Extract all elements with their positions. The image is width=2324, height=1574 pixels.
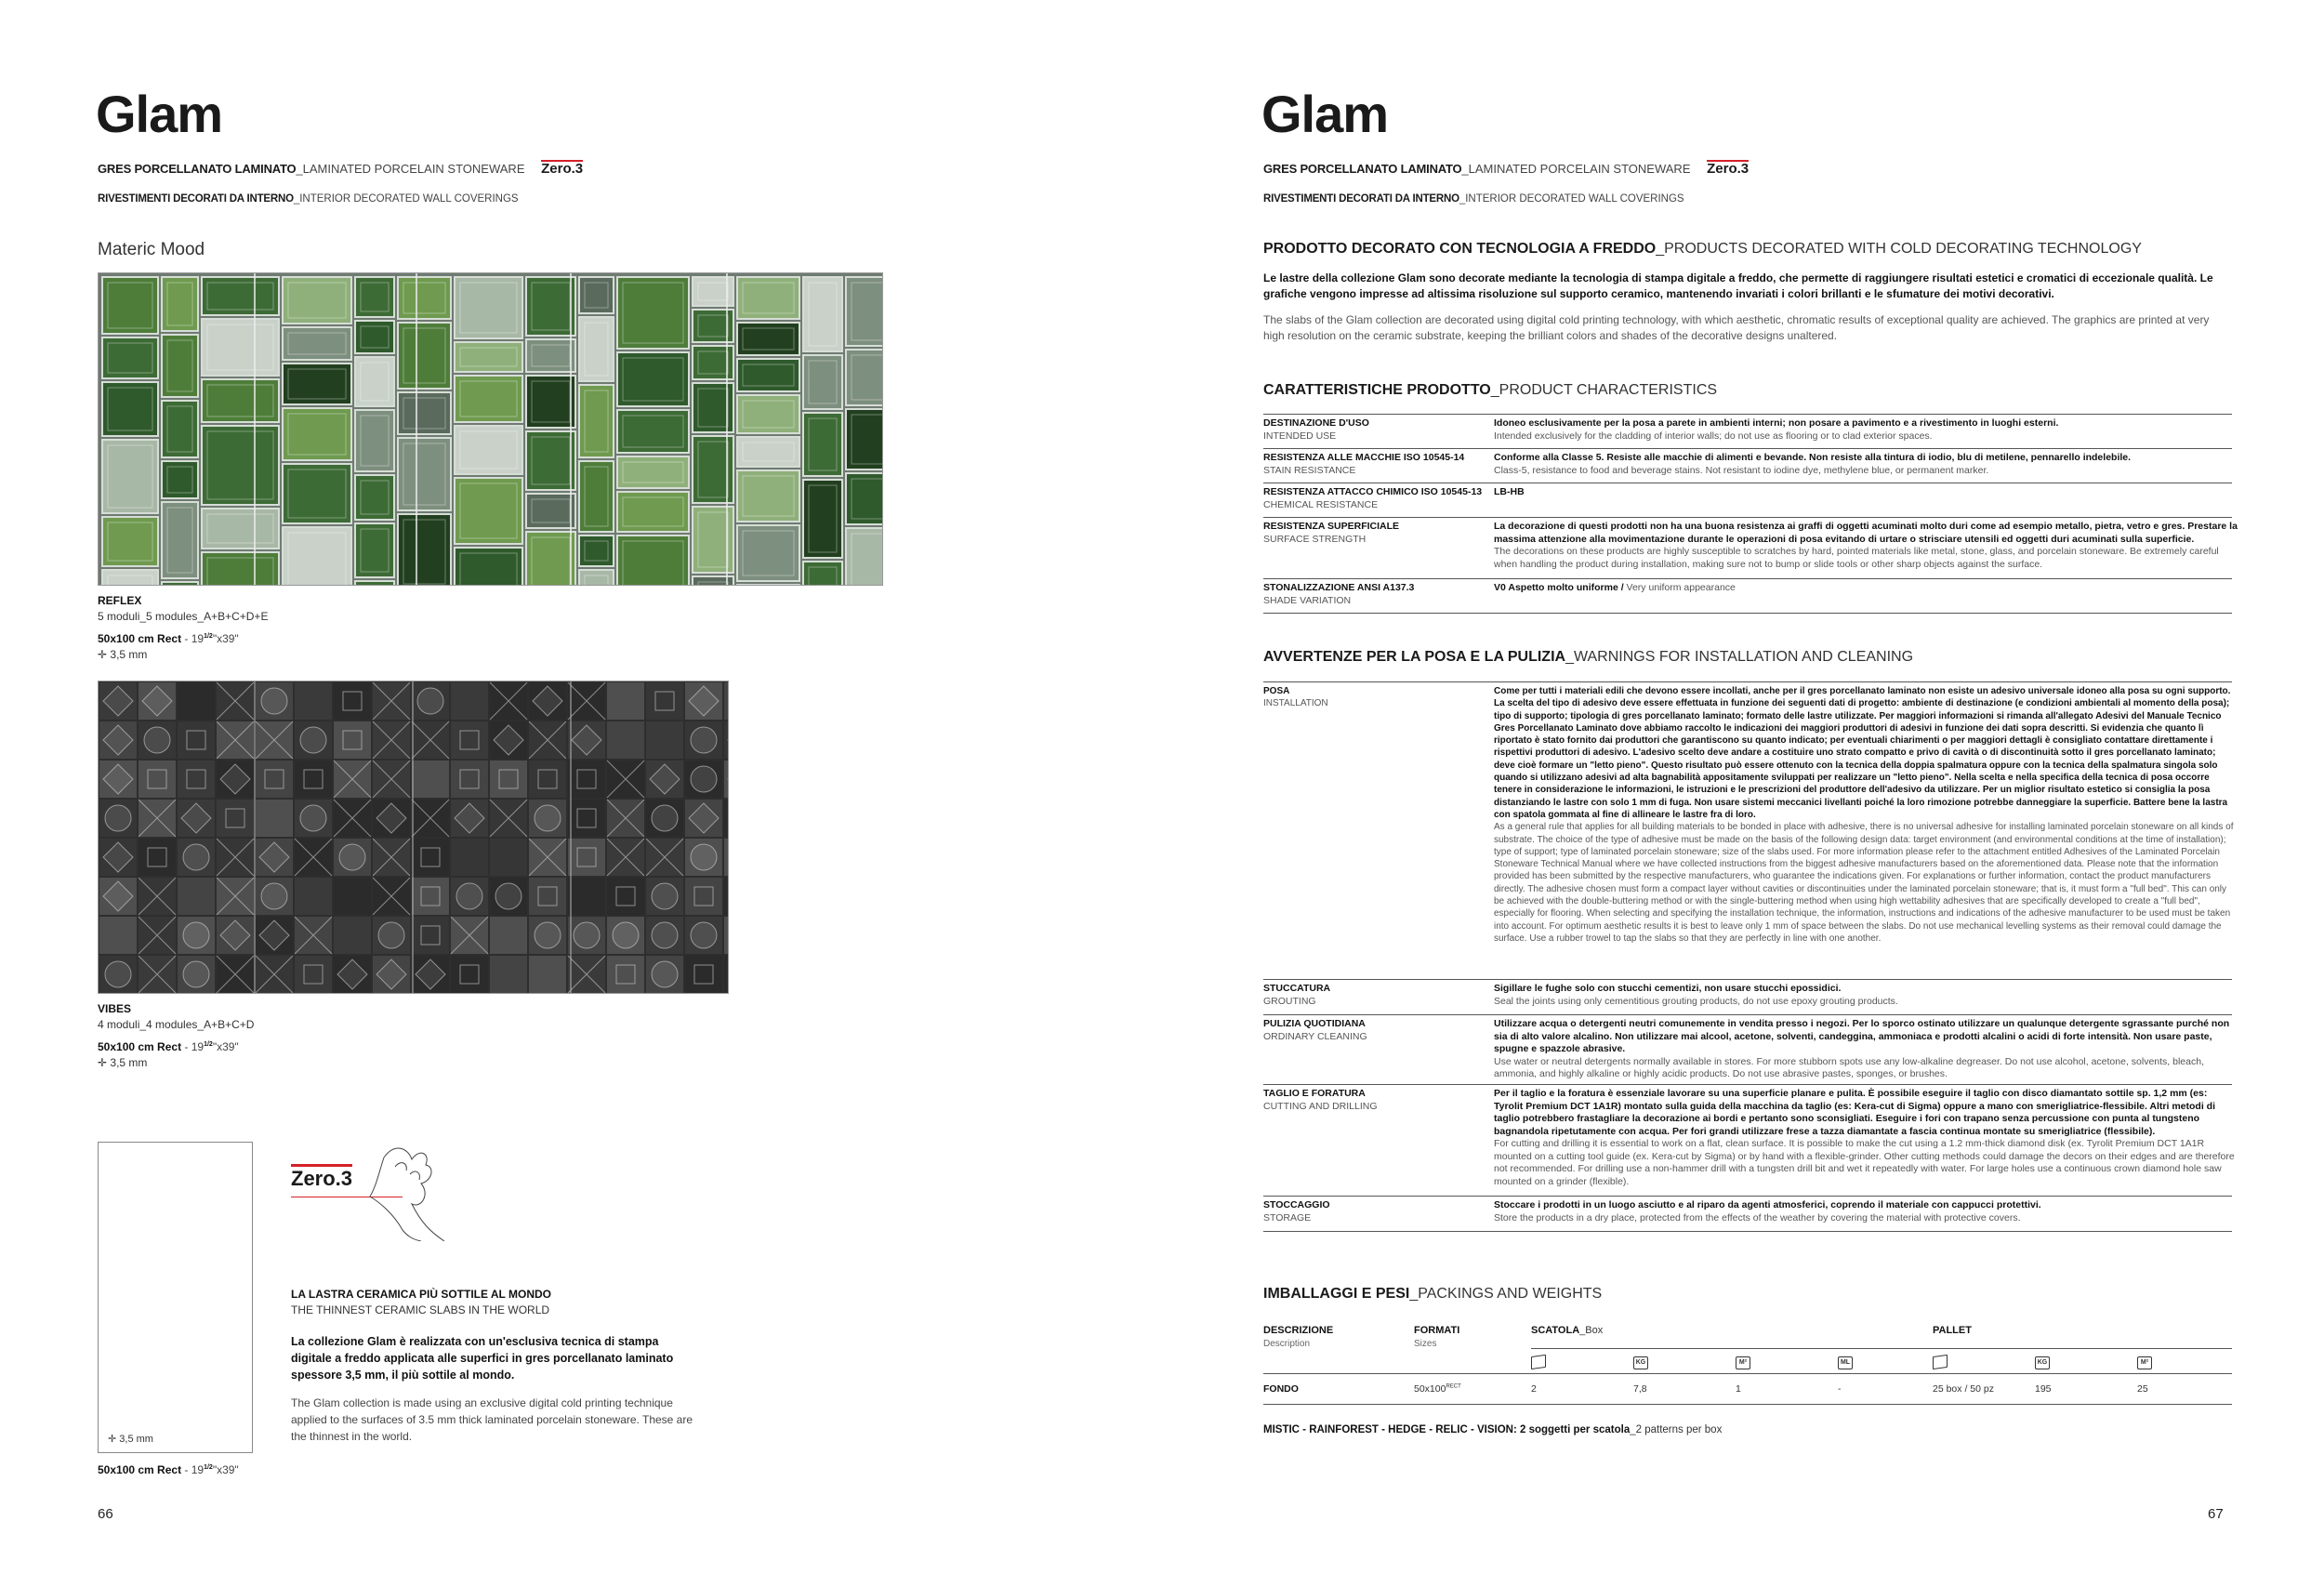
- col-description-en: Description: [1263, 1339, 1311, 1349]
- vibes-tile: [685, 682, 722, 720]
- packing-cell: $50x100^{RECT}$: [1414, 1383, 1461, 1395]
- vibes-tile: [685, 761, 722, 798]
- vibes-tile: [490, 878, 527, 915]
- glass-block: [737, 525, 799, 581]
- characteristics-row: [1263, 517, 2238, 579]
- glass-block: [102, 277, 158, 334]
- patterns-note: MISTIC - RAINFOREST - HEDGE - RELIC - VISION: 2 soggetti per scatola_2 patterns per box: [1263, 1424, 1723, 1435]
- vibes-tile: [646, 839, 683, 876]
- header-rule: [1531, 1348, 2232, 1349]
- vibes-tile: [373, 839, 410, 876]
- section-warnings: AVVERTENZE PER LA POSA E LA PULIZIA_WARNINGS FOR INSTALLATION AND CLEANING: [1263, 649, 1914, 665]
- vibes-tile: [373, 761, 410, 798]
- hand-icon: [291, 1139, 458, 1241]
- row-label: DESTINAZIONE D'USO INTENDED USE: [1263, 417, 1369, 442]
- vibes-tile: [139, 761, 176, 798]
- vibes-tile: [568, 800, 605, 837]
- cold-tech-en: The slabs of the Glam collection are decorated using digital cold printing technology, with which aesthetic, chromatic results of exceptional quality are achieved. The graphics are printed at very high resolution on the ceramic substrate, keeping the brilliant colors and shades of the decorative designs unaltered.: [1263, 313, 2210, 342]
- warnings-row: [1263, 979, 2232, 1015]
- vibes-tile: [373, 956, 410, 993]
- row-value: La decorazione di questi prodotti non ha una buona resistenza ai graffi di oggetti acuminati molto duri come ad esempio metallo, pietra, vetro e gres. Prestare la massima attenzione alla movimentazione durante le operazioni di posa evitando di urtare o strisciare utensili ed oggetti duri acuminati sulla superficie. The decorations on these products are highly susceptible to scratches by hard, pointed materials like metal, stone, glass, and porcelain stoneware. Be extremely careful when handling the product during installation, making sure not to bump or slide tools or other sharp objects against the surface.: [1494, 521, 2238, 570]
- table-end-rule: [1263, 1231, 2232, 1232]
- characteristics-row: [1263, 483, 2232, 518]
- vibes-tile: [178, 800, 215, 837]
- col-pallet: PALLET: [1933, 1325, 1972, 1336]
- vibes-tile: [412, 839, 449, 876]
- reflex-name: REFLEX: [98, 594, 142, 607]
- glass-block: [283, 364, 351, 404]
- vibes-tile: [139, 839, 176, 876]
- vibes-tile: [568, 956, 605, 993]
- row-label: STOCCAGGIO STORAGE: [1263, 1199, 1330, 1223]
- glass-block: [398, 323, 451, 389]
- reflex-caption: [98, 593, 268, 663]
- vibes-tile: [178, 839, 215, 876]
- row-value: Stoccare i prodotti in un luogo asciutto e al riparo da agenti atmosferici, coprendo il materiale con cappucci protettivi. Store the products in a dry place, protected from the effects of the weather by covering the material with protective covers.: [1494, 1199, 2041, 1223]
- vibes-tile: [451, 917, 488, 954]
- vibes-tile: [412, 721, 449, 759]
- promo-text-it: La collezione Glam è realizzata con un'esclusiva tecnica di stampa digitale a freddo applicata alle superfici in gres porcellanato laminato spessore 3,5 mm, il più sottile al mondo.: [291, 1335, 674, 1382]
- vibes-tile: [178, 721, 215, 759]
- thickness-icon: ✛: [108, 1434, 120, 1445]
- vibes-tile: [646, 917, 683, 954]
- vibes-tile: [724, 878, 728, 915]
- vibes-tile: [334, 956, 371, 993]
- vibes-tile: [99, 721, 137, 759]
- section-cold-tech: PRODOTTO DECORATO CON TECNOLOGIA A FREDDO_PRODUCTS DECORATED WITH COLD DECORATING TECHNOLOGY: [1263, 241, 2142, 257]
- table-end-rule: [1263, 613, 2232, 614]
- vibes-tile: [568, 761, 605, 798]
- vibes-tile: [412, 682, 449, 720]
- glass-block: [526, 431, 575, 490]
- vibes-tile: [295, 800, 332, 837]
- characteristics-table: [1263, 414, 2238, 614]
- vibes-tile: [529, 682, 566, 720]
- glass-block: [617, 410, 689, 453]
- glass-block: [283, 527, 351, 585]
- vibes-tile: [295, 721, 332, 759]
- packing-cell: 25: [2137, 1383, 2148, 1395]
- glass-block: [526, 339, 575, 372]
- vibes-tile: [217, 721, 254, 759]
- vibes-tile: [724, 956, 728, 993]
- reflex-image: [98, 272, 883, 586]
- packing-cell: 7,8: [1633, 1383, 1647, 1395]
- vibes-tile: [99, 917, 137, 954]
- vibes-tile: [568, 917, 605, 954]
- slab-outline: [98, 1142, 253, 1453]
- zero3-logo: Zero.3: [1707, 161, 1750, 177]
- row-value: Sigillare le fughe solo con stucchi cementizi, non usare stucchi epossidici. Seal the joints using only cementitious grouting products, do not use epoxy grouting products.: [1494, 983, 1898, 1007]
- vibes-caption: [98, 1001, 254, 1071]
- vibes-tile: [334, 839, 371, 876]
- vibes-image: [98, 681, 729, 994]
- vibes-tile: [295, 956, 332, 993]
- category-it: RIVESTIMENTI DECORATI DA INTERNO: [1263, 193, 1459, 205]
- vibes-tile: [529, 917, 566, 954]
- vibes-tile: [256, 721, 293, 759]
- reflex-size: 50x100 cm Rect - $19^{1/2}"x39$": [98, 632, 239, 645]
- glass-block: [737, 323, 799, 355]
- vibes-tile: [295, 878, 332, 915]
- vibes-tile: [217, 839, 254, 876]
- row-value: V0 Aspetto molto uniforme / Very uniform appearance: [1494, 582, 1736, 593]
- packing-cell: FONDO: [1263, 1383, 1299, 1395]
- section-characteristics: CARATTERISTICHE PRODOTTO_PRODUCT CHARACTERISTICS: [1263, 382, 1718, 398]
- category-it: RIVESTIMENTI DECORATI DA INTERNO: [98, 193, 294, 205]
- glass-block: [737, 470, 799, 522]
- thickness-icon: ✛: [98, 1056, 111, 1069]
- vibes-tile: [607, 682, 644, 720]
- row-value: Come per tutti i materiali edili che devono essere incollati, anche per il gres porcellanato laminato non esiste un adesivo universale idoneo alla posa su ogni supporto. La scelta del tipo di adesivo deve essere effettuata in funzione dei seguenti dati di progetto: ambiente di destinazione (e condizioni ambientali al momento della posa); tipo di supporto; tipologia di gres porcellanato laminato; formato delle lastre utilizzate. Per maggiori informazioni si rimanda all'allegato Adesivi del Manuale Tecnico Gres Porcellanato Laminato dove abbiamo raccolto le indicazioni dei maggiori produttori di adesivi in funzione dei dati sopra descritti. Si evidenzia che quanto lì riportato è stato fornito dai produttori che garantiscono su quanto indicato; per eventuali chiarimenti o per maggiori dettagli è consigliato contattare direttamente i rispettivi produttori di adesivo. L'adesivo scelto deve andare a costituire uno strato compatto e privo di cavità o di discontinuità sotto il gres porcellanato laminato; deve cioè formare un "letto pieno". Questo risultato può essere ottenuto con la tecnica della doppia spalmatura oppure con la tecnica della spalmatura singola solo quando si utilizzano adesivi ad alta bagnabilità appositamente sviluppati per realizzare un "letto pieno". Nella scelta e nella specifica della tecnica di posa occorre tenere in considerazione le informazioni, le istruzioni e le prescrizioni del produttore dell'adesivo da utilizzare. Per un miglior risultato estetico si consiglia la posa distanziando le lastre con solo 1 mm di fuga. Non usare sistemi meccanici livellanti poiché la loro rimozione potrebbe danneggiare la superficie. Battere bene la lastra con spatola gommata al fine di allineare le lastre fra di loro. As a general rule that applies for all building materials to be bonded in place with adhesive, there is no universal adhesive for installing laminated porcelain stoneware on all kinds of substrate. The choice of the type of adhesive must be made on the basis of the following design data: target environment (and environmental conditions at the time of installation); type of support; type of laminated porcelain stoneware; size of the slabs used. For more information please refer to the attachment entitled Adhesives of the Laminated Porcelain Stoneware Technical Manual where we have collected instructions from the biggest adhesive manufacturers based on the aforementioned data. Please note that the information provided has been submitted by the respective manufacturers, who guarantee the indications given. For explanations or further information, contact the product manufacturers directly. The adhesive chosen must form a compact layer without cavities or discontinuities under the laminated porcelain stoneware; that is, it must form a "full bed". This can only be achieved with the double-buttering method or with the single-buttering method when using high wettability adhesives that are specifically developed to create a "full bed", especially for flooring. When selecting and specifying the installation technique, the information, instructions and indications of the adhesive manufacturer to be used must be taken into account. For optimum aesthetic results it is best to leave only 1 mm of space between the slabs. Do not use mechanical levelling systems as their removal could damage the surface. Use a rubber trowel to tap the slabs so that they are perfectly in line with one another.: [1494, 686, 2234, 944]
- glass-block: [737, 277, 799, 319]
- page-title: Glam: [96, 85, 223, 143]
- vibes-tile: [451, 839, 488, 876]
- vibes-tile: [99, 956, 137, 993]
- glass-block: [202, 552, 279, 585]
- vibes-tile: [412, 878, 449, 915]
- glass-block: [102, 382, 158, 436]
- glass-block: [737, 437, 799, 467]
- warnings-row: [1263, 681, 2232, 980]
- vibes-tile: [607, 721, 644, 759]
- vibes-tile: [178, 878, 215, 915]
- row-value: Conforme alla Classe 5. Resiste alle macchie di alimenti e bevande. Non resiste alla tintura di iodio, blu di metilene, pennarello indelebile. Class-5, resistance to food and beverage stains. Not resistant to iodine dye, methylene blue, or permanent marker.: [1494, 452, 2132, 476]
- vibes-tile: [568, 839, 605, 876]
- warnings-row: [1263, 1084, 2235, 1197]
- vibes-tile: [568, 721, 605, 759]
- vibes-tile: [295, 839, 332, 876]
- vibes-tile: [490, 917, 527, 954]
- vibes-tile: [529, 800, 566, 837]
- reflex-pattern: [99, 273, 882, 585]
- vibes-tile: [724, 917, 728, 954]
- glass-block: [283, 408, 351, 460]
- row-label: RESISTENZA SUPERFICIALE SURFACE STRENGTH: [1263, 521, 1400, 545]
- vibes-tile: [451, 878, 488, 915]
- vibes-pattern: [99, 681, 728, 993]
- vibes-tile: [99, 682, 137, 720]
- warnings-row: [1263, 1196, 2232, 1232]
- vibes-tile: [490, 682, 527, 720]
- reflex-modules: 5 moduli_5 modules_A+B+C+D+E: [98, 610, 269, 623]
- packing-table: [1263, 1325, 2232, 1413]
- glass-block: [526, 532, 575, 585]
- vibes-tile: [529, 956, 566, 993]
- vibes-tile: [217, 917, 254, 954]
- vibes-tile: [256, 956, 293, 993]
- vibes-tile: [178, 682, 215, 720]
- glass-block: [526, 376, 575, 428]
- glass-block: [102, 570, 158, 585]
- vibes-tile: [217, 878, 254, 915]
- right-page: [1162, 0, 2324, 1574]
- vibes-tile: [490, 839, 527, 876]
- vibes-tile: [334, 721, 371, 759]
- glass-block: [737, 359, 799, 391]
- vibes-thickness: ✛ 3,5 mm: [98, 1056, 148, 1069]
- material-line: [1263, 160, 1749, 176]
- vibes-tile: [724, 761, 728, 798]
- page-number: 66: [98, 1506, 113, 1522]
- vibes-tile: [607, 917, 644, 954]
- row-rule-bottom: [1263, 1404, 2232, 1405]
- row-label: POSA INSTALLATION: [1263, 686, 1328, 709]
- vibes-tile: [724, 800, 728, 837]
- vibes-tile: [685, 800, 722, 837]
- vibes-tile: [139, 878, 176, 915]
- vibes-tile: [490, 721, 527, 759]
- mood-title: Materic Mood: [98, 240, 205, 259]
- vibes-tile: [178, 917, 215, 954]
- glass-block: [102, 517, 158, 566]
- weight-icon: KG: [1633, 1356, 1648, 1369]
- col-sizes-en: Sizes: [1414, 1339, 1437, 1349]
- material-it: GRES PORCELLANATO LAMINATO: [98, 162, 297, 176]
- vibes-tile: [490, 956, 527, 993]
- glass-block: [617, 352, 689, 406]
- vibes-tile: [217, 800, 254, 837]
- glass-block: [202, 319, 279, 376]
- characteristics-row: [1263, 578, 2232, 614]
- material-en: _LAMINATED PORCELAIN STONEWARE: [296, 162, 525, 176]
- packing-cell: 1: [1736, 1383, 1741, 1395]
- vibes-tile: [139, 800, 176, 837]
- vibes-tile: [607, 761, 644, 798]
- vibes-tile: [217, 761, 254, 798]
- vibes-tile: [295, 917, 332, 954]
- vibes-tile: [646, 956, 683, 993]
- glass-block: [398, 438, 451, 510]
- vibes-tile: [568, 878, 605, 915]
- vibes-tile: [217, 682, 254, 720]
- glass-block: [455, 342, 522, 372]
- vibes-tile: [412, 956, 449, 993]
- glass-block: [355, 581, 394, 585]
- promo-title-en: THE THINNEST CERAMIC SLABS IN THE WORLD: [291, 1303, 550, 1316]
- promo-text-en: The Glam collection is made using an exclusive digital cold printing technique applied to the surfaces of 3.5 mm thick laminated porcelain stoneware. These are the thinnest in the world.: [291, 1396, 693, 1443]
- vibes-tile: [256, 839, 293, 876]
- col-sizes: FORMATI: [1414, 1325, 1460, 1336]
- vibes-tile: [256, 682, 293, 720]
- vibes-tile: [334, 878, 371, 915]
- glass-block: [398, 392, 451, 434]
- thickness-icon: ✛: [98, 648, 111, 661]
- vibes-tile: [256, 761, 293, 798]
- vibes-tile: [529, 761, 566, 798]
- glass-block: [455, 478, 522, 544]
- pallet-icon: [1933, 1356, 1948, 1371]
- vibes-tile: [646, 761, 683, 798]
- characteristics-row: [1263, 414, 2232, 449]
- glass-block: [283, 327, 351, 360]
- vibes-tile: [724, 682, 728, 720]
- vibes-tile: [256, 878, 293, 915]
- vibes-tile: [256, 800, 293, 837]
- material-line: [98, 160, 583, 176]
- glass-block: [455, 277, 522, 338]
- vibes-tile: [451, 956, 488, 993]
- glass-block: [202, 426, 279, 505]
- vibes-tile: [607, 956, 644, 993]
- glass-block: [617, 277, 689, 349]
- glass-block: [102, 337, 158, 378]
- glass-block: [526, 277, 575, 336]
- vibes-tile: [568, 682, 605, 720]
- vibes-tile: [334, 761, 371, 798]
- vibes-tile: [334, 917, 371, 954]
- vibes-tile: [99, 839, 137, 876]
- category-line: [98, 193, 519, 205]
- vibes-tile: [373, 721, 410, 759]
- vibes-tile: [178, 956, 215, 993]
- vibes-tile: [412, 800, 449, 837]
- section-packing: IMBALLAGGI E PESI_PACKINGS AND WEIGHTS: [1263, 1286, 1603, 1302]
- length-icon: ML: [1838, 1356, 1853, 1369]
- glass-block: [455, 376, 522, 422]
- area-icon: M²: [2137, 1356, 2152, 1369]
- vibes-tile: [490, 800, 527, 837]
- vibes-tile: [99, 800, 137, 837]
- row-label: STONALIZZAZIONE ANSI A137.3 SHADE VARIATION: [1263, 582, 1415, 606]
- row-label: RESISTENZA ALLE MACCHIE ISO 10545-14 STAIN RESISTANCE: [1263, 452, 1465, 476]
- vibes-tile: [99, 878, 137, 915]
- vibes-tile: [685, 721, 722, 759]
- vibes-tile: [412, 761, 449, 798]
- vibes-tile: [373, 800, 410, 837]
- vibes-tile: [529, 721, 566, 759]
- glass-block: [102, 440, 158, 513]
- vibes-tile: [607, 878, 644, 915]
- row-value: Per il taglio e la foratura è essenziale lavorare su una superficie planare e pulita. È possibile eseguire il taglio con disco diamantato sottile sp. 1,2 mm (es: Tyrolit Premium DCT 1A1R) montato sulla guida della macchina da taglio (es: Kera-cut di Sigma) oppure a mano con smerigliatrice-flessibile. Altri metodi di taglio potrebbero frastagliare la decorazione ai bordi e pertanto sono sconsigliati. Eseguire i fori con trapano senza percussione con punta al tungsteno bagnandola ripetutamente con acqua. Per fori grandi utilizzare frese a tazza diamantate a fascia continua montate su smerigliatrice (flessibile). For cutting and drilling it is essential to work on a flat, clean surface. It is possible to make the cut using a 1.2 mm-thick diamond disk (ex. Tyrolit Premium DCT 1A1R mounted on a cutting tool guide (ex. Kera-cut by Sigma) or by hand with a flexible-grinder. Other cutting methods could damage the decors on their edges and are therefore not recommended. For drilling use a non-hammer drill with a tungsten drill bit and wet it repeatedly with water. For large holes use a continuous crown diamond hole saw mounted on a grinder (flexible).: [1494, 1088, 2235, 1187]
- vibes-tile: [646, 800, 683, 837]
- vibes-tile: [295, 682, 332, 720]
- warnings-table: [1263, 681, 2235, 1239]
- box-icon: [1531, 1356, 1546, 1371]
- glass-block: [398, 277, 451, 319]
- vibes-tile: [451, 721, 488, 759]
- vibes-tile: [334, 682, 371, 720]
- row-label: PULIZIA QUOTIDIANA ORDINARY CLEANING: [1263, 1018, 1367, 1042]
- vibes-tile: [607, 839, 644, 876]
- weight-icon: KG: [2035, 1356, 2050, 1369]
- row-value: Idoneo esclusivamente per la posa a parete in ambienti interni; non posare a pavimento e a rivestimento in luoghi esterni. Intended exclusively for the cladding of interior walls; do not use as flooring or to clad exterior spaces.: [1494, 417, 2059, 442]
- vibes-tile: [373, 917, 410, 954]
- category-line: [1263, 193, 1684, 205]
- vibes-tile: [724, 721, 728, 759]
- slab-size: 50x100 cm Rect - $19^{1/2}"x39$": [98, 1463, 239, 1476]
- cold-tech-it: Le lastre della collezione Glam sono decorate mediante la tecnologia di stampa digitale a freddo, che permette di raggiungere risultati estetici e cromatici di eccezionale qualità. Le grafiche vengono impresse ad altissima risoluzione sul supporto ceramico, mantenendo invariati i colori brillanti e le sfumature dei motivi decorativi.: [1263, 271, 2213, 300]
- vibes-tile: [412, 917, 449, 954]
- packing-cell: 25 box / 50 pz: [1933, 1383, 1994, 1395]
- vibes-tile: [99, 761, 137, 798]
- vibes-tile: [685, 878, 722, 915]
- vibes-tile: [217, 956, 254, 993]
- page-number: 67: [2208, 1506, 2224, 1522]
- vibes-tile: [490, 761, 527, 798]
- zero3-logo-large: Zero.3: [291, 1164, 352, 1189]
- promo-block: [291, 1287, 700, 1445]
- vibes-tile: [451, 682, 488, 720]
- packing-cell: 195: [2035, 1383, 2052, 1395]
- vibes-tile: [139, 682, 176, 720]
- vibes-tile: [373, 878, 410, 915]
- reflex-thickness: ✛ 3,5 mm: [98, 648, 148, 661]
- vibes-tile: [685, 956, 722, 993]
- material-en: _LAMINATED PORCELAIN STONEWARE: [1461, 162, 1691, 176]
- vibes-tile: [139, 956, 176, 993]
- zero3-logo: Zero.3: [541, 161, 584, 177]
- row-rule-top: [1263, 1373, 2232, 1374]
- page-title: Glam: [1261, 85, 1389, 143]
- glass-block: [162, 582, 198, 585]
- glass-block: [283, 464, 351, 523]
- row-label: RESISTENZA ATTACCO CHIMICO ISO 10545-13 CHEMICAL RESISTANCE: [1263, 486, 1483, 510]
- glass-block: [617, 536, 689, 585]
- vibes-tile: [334, 800, 371, 837]
- glass-block: [455, 426, 522, 474]
- area-icon: M²: [1736, 1356, 1750, 1369]
- glass-block: [202, 379, 279, 422]
- glass-block: [617, 456, 689, 488]
- vibes-tile: [373, 682, 410, 720]
- vibes-tile: [256, 917, 293, 954]
- vibes-tile: [646, 878, 683, 915]
- vibes-tile: [529, 839, 566, 876]
- vibes-tile: [139, 917, 176, 954]
- vibes-tile: [646, 721, 683, 759]
- packing-cell: 2: [1531, 1383, 1537, 1395]
- material-it: GRES PORCELLANATO LAMINATO: [1263, 162, 1462, 176]
- vibes-tile: [685, 839, 722, 876]
- zero3-hand-logo: [291, 1139, 458, 1241]
- vibes-tile: [295, 761, 332, 798]
- vibes-tile: [451, 800, 488, 837]
- vibes-tile: [646, 682, 683, 720]
- row-label: TAGLIO E FORATURA CUTTING AND DRILLING: [1263, 1088, 1378, 1112]
- row-value: Utilizzare acqua o detergenti neutri comunemente in vendita presso i negozi. Per lo sporco ostinato utilizzare un qualunque detergente sgrassante purché non sia di alto valore alcalino. Non utilizzare mai alcool, acetone, solventi, candeggina, ammoniaca e prodotti alcalini o acidi di forte intensità. Non usare paste, spugne e spazzole abrasive. Use water or neutral detergents normally available in stores. For more stubborn spots use any low-alkaline degreaser. Do not use alcohol, acetone, solvents, bleach, ammonia, and highly alkaline or highly acidic products. Do not use abrasive pastes, sponges, or brushes.: [1494, 1018, 2230, 1079]
- vibes-name: VIBES: [98, 1002, 132, 1015]
- glass-block: [398, 514, 451, 585]
- col-box: SCATOLA_Box: [1531, 1325, 1604, 1336]
- vibes-tile: [178, 761, 215, 798]
- vibes-tile: [607, 800, 644, 837]
- category-en: _INTERIOR DECORATED WALL COVERINGS: [293, 193, 519, 205]
- category-en: _INTERIOR DECORATED WALL COVERINGS: [1459, 193, 1684, 205]
- glass-block: [283, 277, 351, 324]
- row-label: STUCCATURA GROUTING: [1263, 983, 1331, 1007]
- vibes-tile: [724, 839, 728, 876]
- row-value: LB-HB: [1494, 486, 1525, 497]
- promo-title-it: LA LASTRA CERAMICA PIÙ SOTTILE AL MONDO: [291, 1288, 551, 1301]
- slab-thickness: ✛ 3,5 mm: [108, 1434, 153, 1445]
- vibes-tile: [529, 878, 566, 915]
- packing-cell: -: [1838, 1383, 1842, 1395]
- col-description: DESCRIZIONE: [1263, 1325, 1334, 1336]
- characteristics-row: [1263, 448, 2232, 483]
- vibes-tile: [451, 761, 488, 798]
- warnings-row: [1263, 1014, 2232, 1085]
- vibes-modules: 4 moduli_4 modules_A+B+C+D: [98, 1018, 255, 1031]
- vibes-tile: [685, 917, 722, 954]
- vibes-size: 50x100 cm Rect - $19^{1/2}"x39$": [98, 1040, 239, 1053]
- vibes-tile: [139, 721, 176, 759]
